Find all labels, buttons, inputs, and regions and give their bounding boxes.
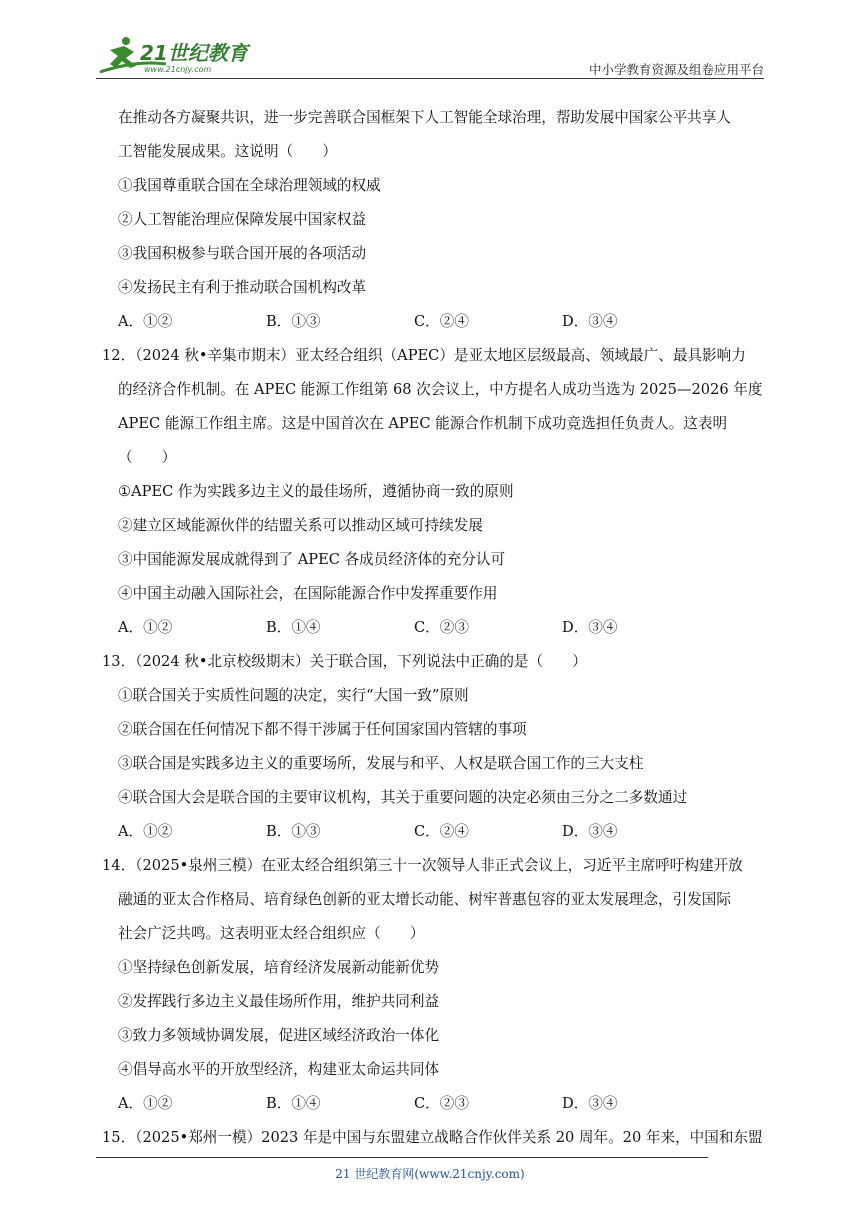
q11-option-a[interactable]: A．①② bbox=[118, 313, 173, 330]
q14-stem-line-2: 融通的亚太合作格局、培育绿色创新的亚太增长动能、树牢普惠包容的亚太发展理念，引发国际 bbox=[118, 891, 731, 908]
q13-item-1: ①联合国关于实质性问题的决定，实行“大国一致”原则 bbox=[118, 687, 469, 704]
q11-stem-line-1: 在推动各方凝聚共识，进一步完善联合国框架下人工智能全球治理，帮助发展中国家公平共享人 bbox=[118, 109, 731, 126]
q13-option-c[interactable]: C．②④ bbox=[414, 823, 469, 840]
q13-option-b[interactable]: B．①③ bbox=[266, 823, 321, 840]
platform-name: 中小学教育资源及组卷应用平台 bbox=[588, 62, 764, 77]
question-content bbox=[102, 101, 764, 1155]
q13-item-3: ③联合国是实践多边主义的重要场所，发展与和平、人权是联合国工作的三大支柱 bbox=[118, 755, 644, 772]
q11-option-b[interactable]: B．①③ bbox=[266, 313, 321, 330]
q12-item-2: ②建立区域能源伙伴的结盟关系可以推动区域可持续发展 bbox=[118, 517, 483, 534]
q11-options bbox=[118, 305, 764, 339]
q12-item-4: ④中国主动融入国际社会，在国际能源合作中发挥重要作用 bbox=[118, 585, 498, 602]
q12-item-3: ③中国能源发展成就得到了 APEC 各成员经济体的充分认可 bbox=[118, 551, 506, 568]
q11-option-c[interactable]: C．②④ bbox=[414, 313, 469, 330]
q14-stem-line-3: 社会广泛共鸣。这表明亚太经合组织应（ ） bbox=[118, 925, 425, 942]
q12-stem-line-1: 12．（2024 秋•辛集市期末）亚太经合组织（APEC）是亚太地区层级最高、领域最广、最具影响力 bbox=[102, 347, 746, 364]
runner-logo-icon bbox=[96, 34, 266, 78]
q12-option-c[interactable]: C．②③ bbox=[414, 619, 469, 636]
q14-stem-line-1: 14．（2025•泉州三模）在亚太经合组织第三十一次领导人非正式会议上，习近平主席呼吁构建开放 bbox=[102, 857, 743, 874]
q14-item-4: ④倡导高水平的开放型经济，构建亚太命运共同体 bbox=[118, 1061, 440, 1078]
q14-item-3: ③致力多领域协调发展，促进区域经济政治一体化 bbox=[118, 1027, 440, 1044]
q13-stem-line-1: 13．（2024 秋•北京校级期末）关于联合国，下列说法中正确的是（ ） bbox=[102, 653, 587, 670]
q12-item-1: ①APEC 作为实践多边主义的最佳场所，遵循协商一致的原则 bbox=[118, 483, 514, 500]
site-logo bbox=[96, 34, 266, 78]
page-header bbox=[96, 34, 764, 78]
q13-item-2: ②联合国在任何情况下都不得干涉属于任何国家国内管辖的事项 bbox=[118, 721, 527, 738]
q12-stem-line-3: APEC 能源工作组主席。这是中国首次在 APEC 能源合作机制下成功竞选担任负责人。这表明 bbox=[118, 415, 728, 432]
q14-item-2: ②发挥践行多边主义最佳场所作用，维护共同利益 bbox=[118, 993, 440, 1010]
q12-option-a[interactable]: A．①② bbox=[118, 619, 173, 636]
q14-option-d[interactable]: D．③④ bbox=[562, 1095, 618, 1112]
q14-item-1: ①坚持绿色创新发展，培育经济发展新动能新优势 bbox=[118, 959, 440, 976]
q13-option-d[interactable]: D．③④ bbox=[562, 823, 618, 840]
q11-item-3: ③我国积极参与联合国开展的各项活动 bbox=[118, 245, 367, 262]
q13-option-a[interactable]: A．①② bbox=[118, 823, 173, 840]
q15-stem-line-1: 15．（2025•郑州一模）2023 年是中国与东盟建立战略合作伙伴关系 20 周年。20 年来，中国和东盟 bbox=[102, 1129, 763, 1146]
q12-option-b[interactable]: B．①④ bbox=[266, 619, 321, 636]
q11-item-1: ①我国尊重联合国在全球治理领域的权威 bbox=[118, 177, 381, 194]
q14-option-b[interactable]: B．①④ bbox=[266, 1095, 321, 1112]
q11-item-2: ②人工智能治理应保障发展中国家权益 bbox=[118, 211, 367, 228]
q13-options bbox=[118, 815, 764, 849]
q12-option-d[interactable]: D．③④ bbox=[562, 619, 618, 636]
footer-divider bbox=[96, 1157, 708, 1158]
q13-item-4: ④联合国大会是联合国的主要审议机构，其关于重要问题的决定必须由三分之二多数通过 bbox=[118, 789, 688, 806]
q14-option-a[interactable]: A．①② bbox=[118, 1095, 173, 1112]
q11-option-d[interactable]: D．③④ bbox=[562, 313, 618, 330]
svg-text:21世纪教育: 21世纪教育 bbox=[140, 41, 248, 65]
q11-stem-line-2: 工智能发展成果。这说明（ ） bbox=[118, 143, 337, 160]
q12-stem-line-4: （ ） bbox=[118, 449, 177, 466]
svg-text:www.21cnjy.com: www.21cnjy.com bbox=[144, 65, 212, 74]
page-footer[interactable]: 21 世纪教育网(www.21cnjy.com) bbox=[335, 1167, 525, 1181]
header-divider bbox=[96, 78, 764, 79]
q12-options bbox=[118, 611, 764, 645]
q12-stem-line-2: 的经济合作机制。在 APEC 能源工作组第 68 次会议上，中方提名人成功当选为 2025—2026 年度 bbox=[118, 381, 763, 398]
q14-options bbox=[118, 1087, 764, 1121]
q11-item-4: ④发扬民主有利于推动联合国机构改革 bbox=[118, 279, 367, 296]
q14-option-c[interactable]: C．②③ bbox=[414, 1095, 469, 1112]
